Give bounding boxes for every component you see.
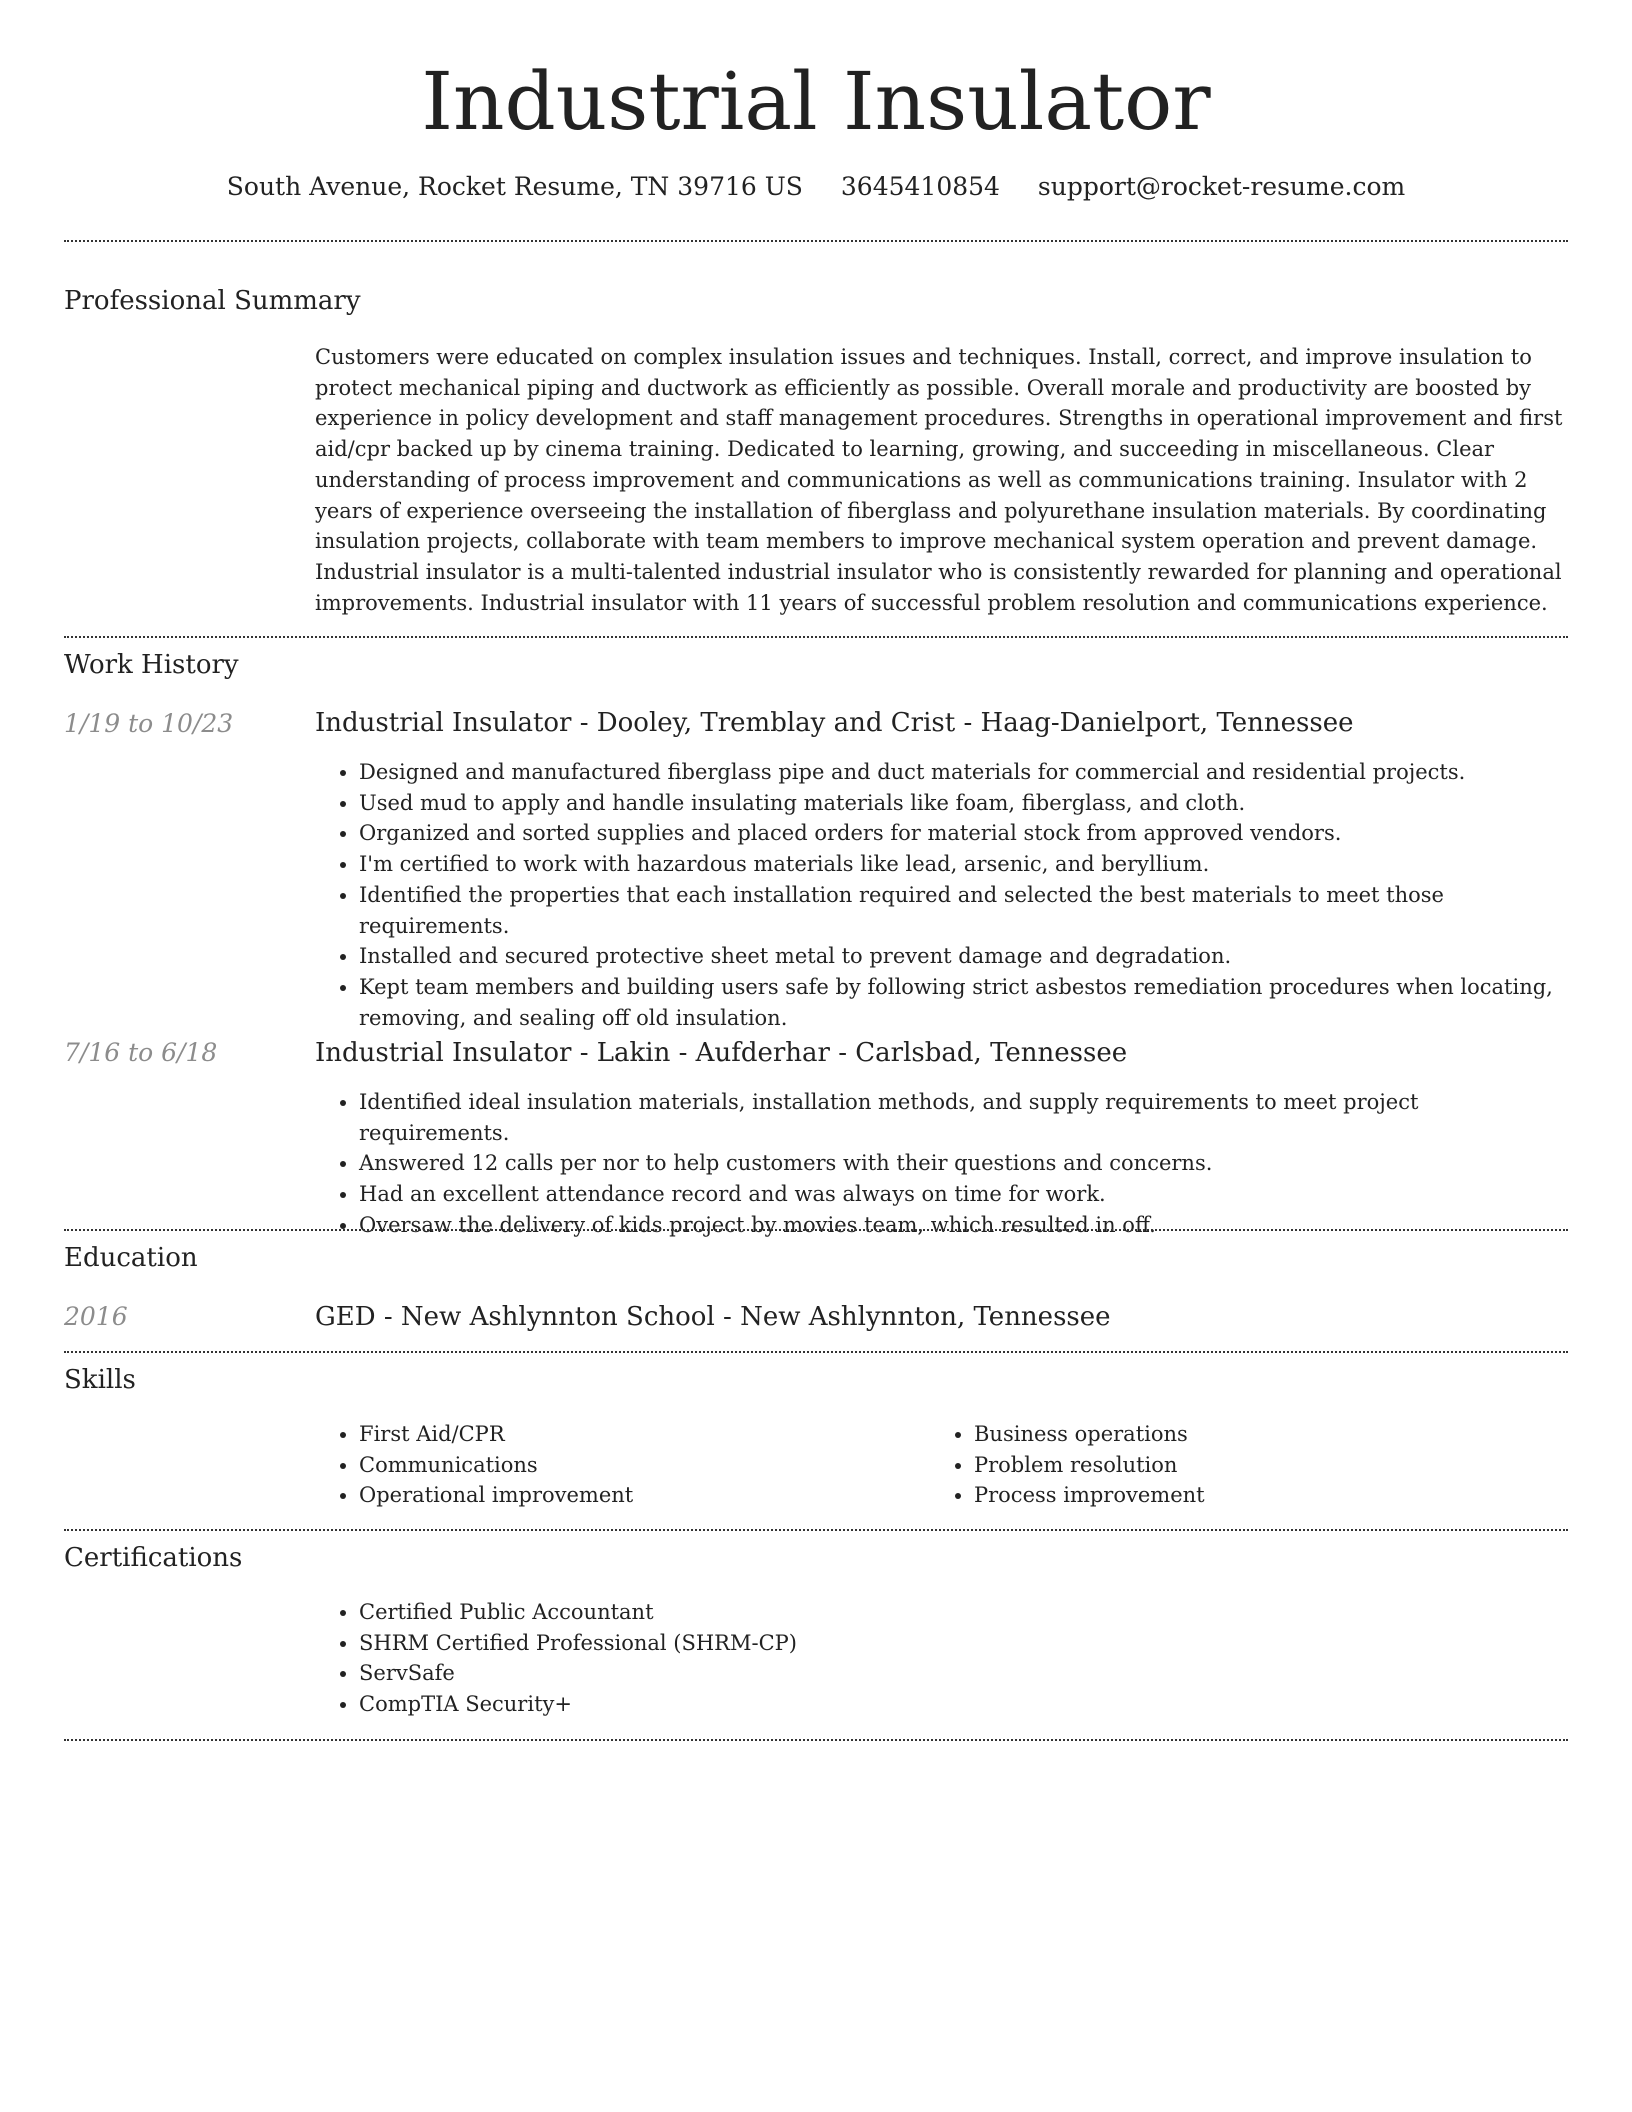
certifications-heading: Certifications	[64, 1543, 243, 1573]
job-dates: 1/19 to 10/23	[64, 709, 234, 738]
section-divider	[64, 1351, 1568, 1353]
list-item: • Communications	[359, 1450, 915, 1481]
section-divider	[64, 1529, 1568, 1531]
education-year: 2016	[64, 1302, 128, 1331]
job-duties	[315, 1087, 1568, 1241]
list-item: • Oversaw the delivery of kids project by movies team, which resulted in off.	[359, 1210, 1568, 1241]
list-item: • CompTIA Security+	[359, 1689, 1568, 1720]
education-entry: GED - New Ashlynnton School - New Ashlynnton, Tennessee	[315, 1302, 1111, 1332]
contact-address: South Avenue, Rocket Resume, TN 39716 US	[226, 172, 803, 201]
job-duties	[315, 757, 1568, 1033]
skills-column-left	[315, 1419, 915, 1511]
skills-column-right	[930, 1419, 1530, 1511]
list-item: • Organized and sorted supplies and placed orders for material stock from approved vendors.	[359, 818, 1568, 849]
summary-heading: Professional Summary	[64, 286, 361, 316]
section-divider	[64, 1739, 1568, 1741]
list-item: • Operational improvement	[359, 1480, 915, 1511]
list-item: • Answered 12 calls per nor to help customers with their questions and concerns.	[359, 1148, 1568, 1179]
list-item: • Used mud to apply and handle insulating materials like foam, fiberglass, and cloth.	[359, 788, 1568, 819]
skills-heading: Skills	[64, 1365, 136, 1395]
list-item: • Installed and secured protective sheet metal to prevent damage and degradation.	[359, 941, 1568, 972]
section-divider	[64, 240, 1568, 242]
list-item: • First Aid/CPR	[359, 1419, 915, 1450]
work-history-heading: Work History	[64, 650, 239, 680]
list-item: • Process improvement	[974, 1480, 1530, 1511]
list-item: • Had an excellent attendance record and was always on time for work.	[359, 1179, 1568, 1210]
summary-text: Customers were educated on complex insulation issues and techniques. Install, correct, and improve insulation to protect mechanical piping and ductwork as efficiently as possible. Overall morale and productivity are boosted by experience in policy development and staff management procedures. Strengths in operational improvement and first aid/cpr backed up by cinema training. Dedicated to learning, growing, and succeeding in miscellaneous. Clear understanding of process improvement and communications as well as communications training. Insulator with 2 years of experience overseeing the installation of fiberglass and polyurethane insulation materials. By coordinating insulation projects, collaborate with team members to improve mechanical system operation and prevent damage. Industrial insulator is a multi-talented industrial insulator who is consistently rewarded for planning and operational improvements. Industrial insulator with 11 years of successful problem resolution and communications experience.	[315, 345, 1563, 615]
section-divider	[64, 1229, 1568, 1231]
resume-name: Industrial Insulator	[421, 55, 1211, 148]
list-item: • SHRM Certified Professional (SHRM-CP)	[359, 1628, 1568, 1659]
job-dates: 7/16 to 6/18	[64, 1038, 218, 1067]
list-item: • Identified the properties that each installation required and selected the best materials to meet those requirements.	[359, 880, 1568, 941]
list-item: • Business operations	[974, 1419, 1530, 1450]
list-item: • ServSafe	[359, 1658, 1568, 1689]
job-heading: Industrial Insulator - Dooley, Tremblay and Crist - Haag-Danielport, Tennessee	[315, 708, 1354, 738]
list-item: • Identified ideal insulation materials, installation methods, and supply requirements to meet project requirements.	[359, 1087, 1568, 1148]
job-heading: Industrial Insulator - Lakin - Aufderhar - Carlsbad, Tennessee	[315, 1038, 1128, 1068]
education-heading: Education	[64, 1243, 198, 1273]
list-item: • Certified Public Accountant	[359, 1597, 1568, 1628]
list-item: • Kept team members and building users safe by following strict asbestos remediation procedures when locating, removing, and sealing off old insulation.	[359, 972, 1568, 1033]
contact-phone: 3645410854	[840, 172, 1000, 201]
list-item: • Problem resolution	[974, 1450, 1530, 1481]
list-item: • Designed and manufactured fiberglass pipe and duct materials for commercial and residential projects.	[359, 757, 1568, 788]
summary-block	[315, 342, 1568, 618]
certifications-list	[315, 1597, 1568, 1720]
section-divider	[64, 636, 1568, 638]
list-item: • I'm certified to work with hazardous materials like lead, arsenic, and beryllium.	[359, 849, 1568, 880]
contact-email: support@rocket-resume.com	[1037, 172, 1406, 201]
contact-line	[0, 170, 1632, 204]
